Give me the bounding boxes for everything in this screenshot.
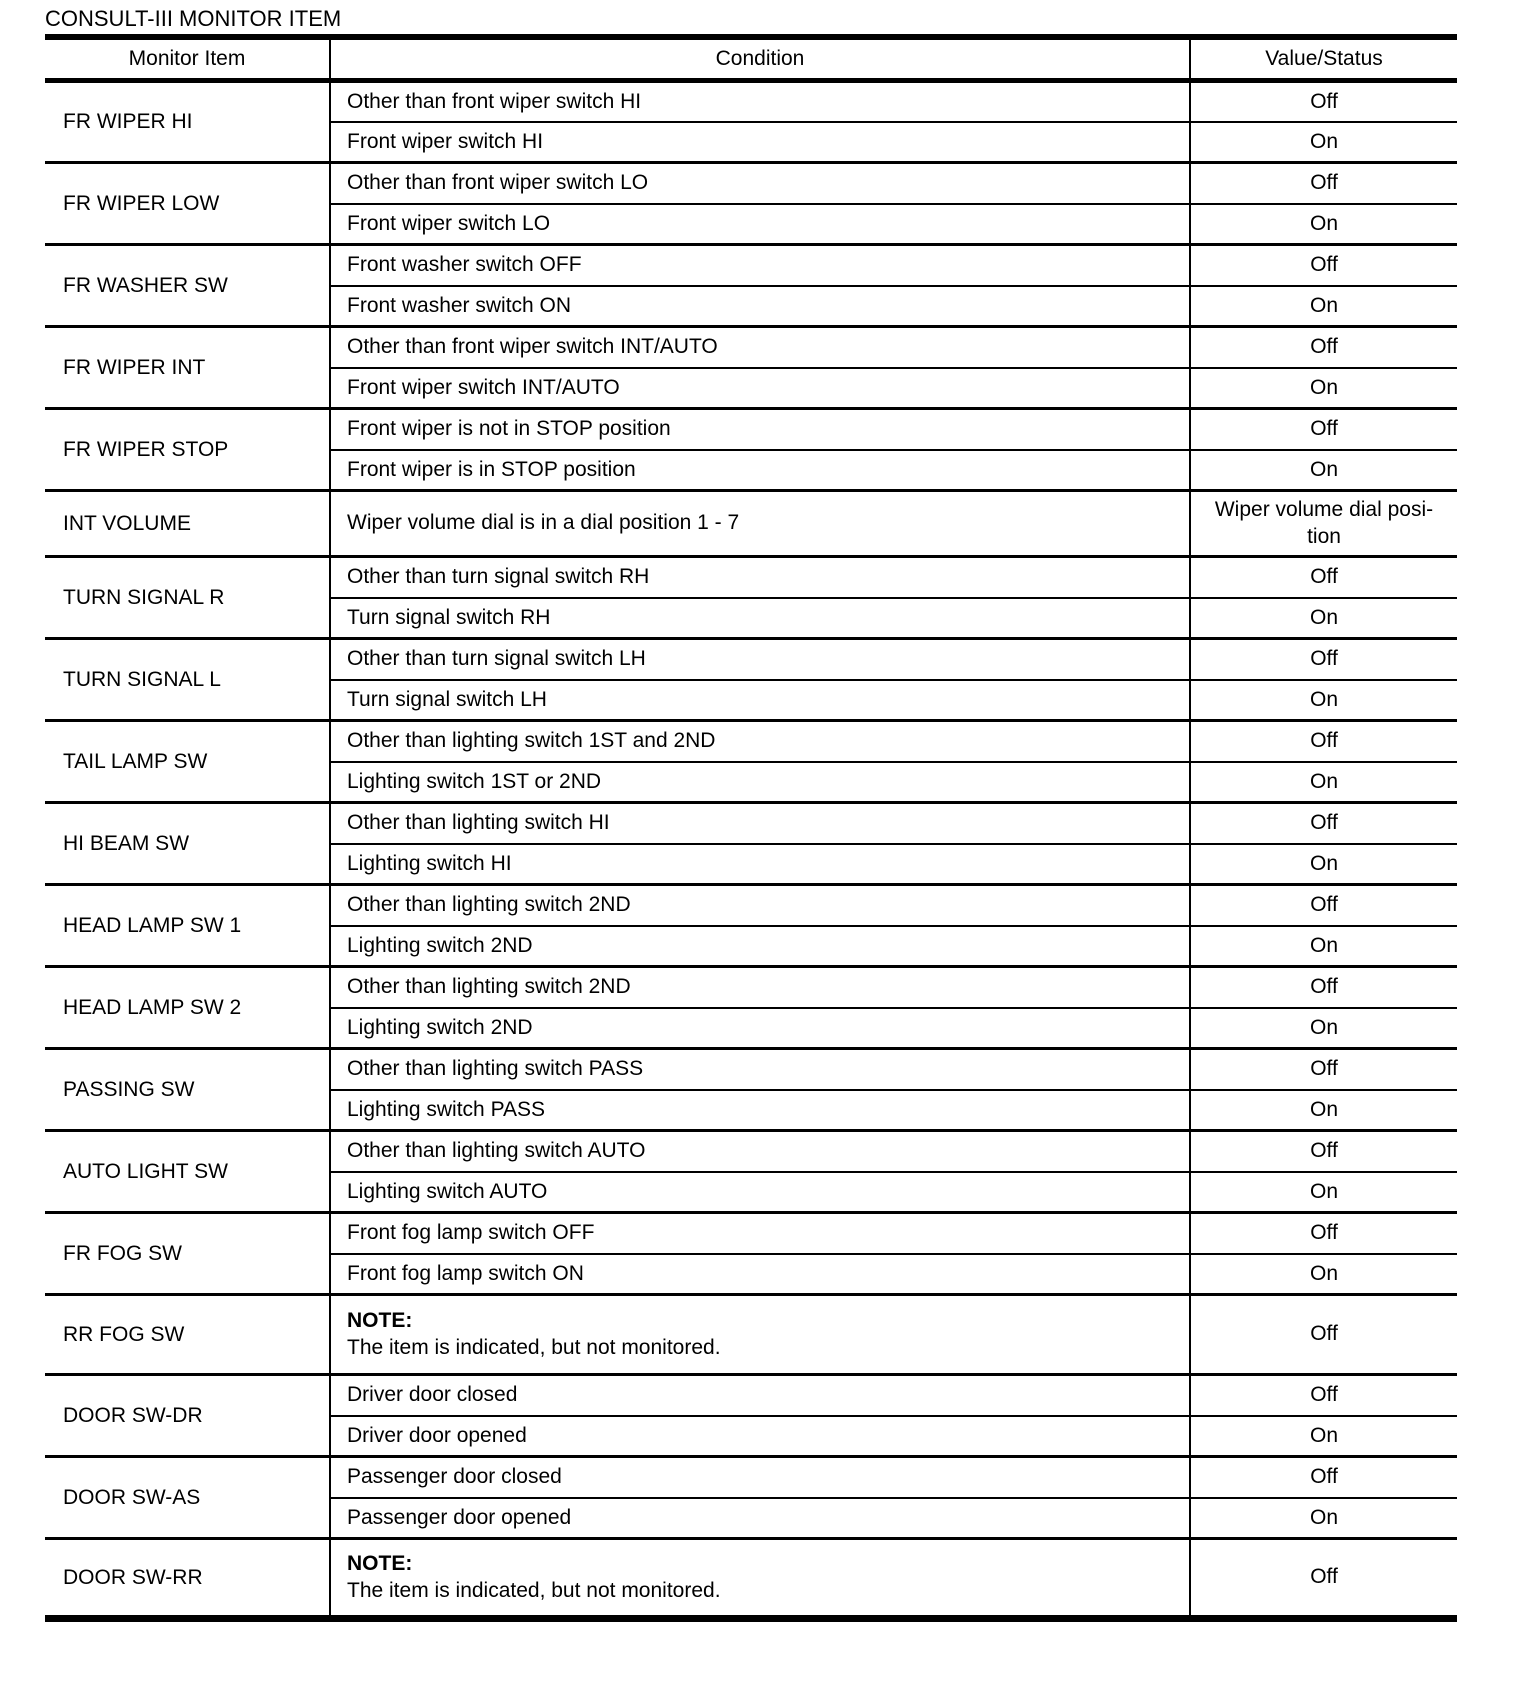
- value-cell: Off: [1190, 1295, 1457, 1375]
- condition-cell: Front wiper is not in STOP position: [330, 409, 1190, 450]
- monitor-item-table: [45, 34, 1457, 1622]
- value-cell: On: [1190, 450, 1457, 491]
- value-cell: On: [1190, 1090, 1457, 1131]
- condition-cell: Lighting switch 2ND: [330, 1008, 1190, 1049]
- monitor-item-cell: PASSING SW: [45, 1049, 330, 1131]
- column-header-monitor-item: Monitor Item: [45, 37, 330, 81]
- table-row: [45, 245, 1457, 286]
- condition-cell: Other than front wiper switch LO: [330, 163, 1190, 204]
- monitor-item-cell: HEAD LAMP SW 1: [45, 885, 330, 967]
- condition-cell: Front wiper is in STOP position: [330, 450, 1190, 491]
- table-row: [45, 557, 1457, 598]
- monitor-item-cell: FR WIPER INT: [45, 327, 330, 409]
- column-header-value-status: Value/Status: [1190, 37, 1457, 81]
- page-title: CONSULT-III MONITOR ITEM: [45, 6, 342, 31]
- condition-cell: Lighting switch 2ND: [330, 926, 1190, 967]
- condition-cell: Driver door opened: [330, 1416, 1190, 1457]
- monitor-item-cell: DOOR SW-RR: [45, 1539, 330, 1619]
- condition-cell: Turn signal switch RH: [330, 598, 1190, 639]
- value-cell: On: [1190, 680, 1457, 721]
- value-cell: On: [1190, 1416, 1457, 1457]
- condition-cell: Lighting switch PASS: [330, 1090, 1190, 1131]
- value-cell: Off: [1190, 163, 1457, 204]
- table-row: [45, 639, 1457, 680]
- condition-cell: Lighting switch 1ST or 2ND: [330, 762, 1190, 803]
- condition-cell: Front fog lamp switch OFF: [330, 1213, 1190, 1254]
- value-cell: Off: [1190, 557, 1457, 598]
- condition-cell: Front wiper switch HI: [330, 122, 1190, 163]
- condition-cell: Front fog lamp switch ON: [330, 1254, 1190, 1295]
- table-row: [45, 885, 1457, 926]
- monitor-item-cell: INT VOLUME: [45, 491, 330, 557]
- note-text: The item is indicated, but not monitored.: [347, 1335, 721, 1359]
- condition-cell: Lighting switch AUTO: [330, 1172, 1190, 1213]
- value-cell: Off: [1190, 967, 1457, 1008]
- monitor-item-cell: AUTO LIGHT SW: [45, 1131, 330, 1213]
- monitor-item-cell: TURN SIGNAL R: [45, 557, 330, 639]
- condition-cell: Other than turn signal switch RH: [330, 557, 1190, 598]
- value-cell: Off: [1190, 1049, 1457, 1090]
- table-row: [45, 1539, 1457, 1619]
- condition-cell: Front washer switch OFF: [330, 245, 1190, 286]
- value-cell: On: [1190, 926, 1457, 967]
- monitor-item-cell: TAIL LAMP SW: [45, 721, 330, 803]
- value-cell: Off: [1190, 721, 1457, 762]
- monitor-item-cell: DOOR SW-AS: [45, 1457, 330, 1539]
- condition-cell: Driver door closed: [330, 1375, 1190, 1416]
- value-cell: Off: [1190, 245, 1457, 286]
- table-row: [45, 1457, 1457, 1498]
- value-cell: Off: [1190, 1213, 1457, 1254]
- header-row: [45, 37, 1457, 81]
- condition-cell: Other than lighting switch PASS: [330, 1049, 1190, 1090]
- value-cell: On: [1190, 762, 1457, 803]
- condition-cell: Other than lighting switch 1ST and 2ND: [330, 721, 1190, 762]
- value-cell: Off: [1190, 639, 1457, 680]
- table-row: [45, 803, 1457, 844]
- monitor-item-cell: TURN SIGNAL L: [45, 639, 330, 721]
- monitor-item-cell: HEAD LAMP SW 2: [45, 967, 330, 1049]
- value-cell: On: [1190, 1498, 1457, 1539]
- table-row: [45, 721, 1457, 762]
- value-cell: Off: [1190, 803, 1457, 844]
- condition-cell: Passenger door opened: [330, 1498, 1190, 1539]
- condition-cell: Other than lighting switch 2ND: [330, 885, 1190, 926]
- table-body: [45, 81, 1457, 1619]
- table-row: [45, 1213, 1457, 1254]
- monitor-item-cell: FR WIPER LOW: [45, 163, 330, 245]
- value-cell: Off: [1190, 409, 1457, 450]
- condition-cell: Front washer switch ON: [330, 286, 1190, 327]
- column-header-condition: Condition: [330, 37, 1190, 81]
- condition-cell: Other than lighting switch 2ND: [330, 967, 1190, 1008]
- note-label: NOTE:: [347, 1552, 413, 1576]
- value-cell: Off: [1190, 1375, 1457, 1416]
- note-label: NOTE:: [347, 1309, 413, 1333]
- table-row: [45, 967, 1457, 1008]
- monitor-item-cell: FR WIPER STOP: [45, 409, 330, 491]
- value-cell: Off: [1190, 81, 1457, 122]
- condition-cell: [330, 1539, 1190, 1619]
- value-cell: On: [1190, 598, 1457, 639]
- condition-cell: [330, 1295, 1190, 1375]
- value-cell: On: [1190, 368, 1457, 409]
- table-row: [45, 491, 1457, 557]
- monitor-item-cell: FR WASHER SW: [45, 245, 330, 327]
- condition-cell: Front wiper switch INT/AUTO: [330, 368, 1190, 409]
- value-cell: On: [1190, 122, 1457, 163]
- table-row: [45, 1131, 1457, 1172]
- monitor-item-cell: DOOR SW-DR: [45, 1375, 330, 1457]
- table-row: [45, 409, 1457, 450]
- condition-cell: Other than lighting switch HI: [330, 803, 1190, 844]
- condition-cell: Turn signal switch LH: [330, 680, 1190, 721]
- monitor-item-cell: HI BEAM SW: [45, 803, 330, 885]
- condition-cell: Other than lighting switch AUTO: [330, 1131, 1190, 1172]
- value-cell: Off: [1190, 327, 1457, 368]
- value-cell: Off: [1190, 885, 1457, 926]
- value-cell: On: [1190, 204, 1457, 245]
- monitor-item-cell: FR FOG SW: [45, 1213, 330, 1295]
- table-row: [45, 1049, 1457, 1090]
- condition-cell: Wiper volume dial is in a dial position 1 - 7: [330, 491, 1190, 557]
- monitor-item-cell: FR WIPER HI: [45, 81, 330, 163]
- value-cell: Wiper volume dial position: [1190, 491, 1457, 557]
- condition-cell: Lighting switch HI: [330, 844, 1190, 885]
- value-cell: Off: [1190, 1539, 1457, 1619]
- value-cell: On: [1190, 1254, 1457, 1295]
- value-cell: On: [1190, 1008, 1457, 1049]
- value-cell: On: [1190, 286, 1457, 327]
- table-row: [45, 163, 1457, 204]
- manual-page: [45, 6, 1457, 1622]
- table-row: [45, 327, 1457, 368]
- condition-cell: Other than front wiper switch INT/AUTO: [330, 327, 1190, 368]
- condition-cell: Other than front wiper switch HI: [330, 81, 1190, 122]
- note-text: The item is indicated, but not monitored.: [347, 1578, 721, 1602]
- table-row: [45, 1295, 1457, 1375]
- condition-cell: Other than turn signal switch LH: [330, 639, 1190, 680]
- value-cell: On: [1190, 1172, 1457, 1213]
- value-cell: Off: [1190, 1457, 1457, 1498]
- table-row: [45, 1375, 1457, 1416]
- condition-cell: Front wiper switch LO: [330, 204, 1190, 245]
- value-cell: On: [1190, 844, 1457, 885]
- table-row: [45, 81, 1457, 122]
- monitor-item-cell: RR FOG SW: [45, 1295, 330, 1375]
- value-cell: Off: [1190, 1131, 1457, 1172]
- condition-cell: Passenger door closed: [330, 1457, 1190, 1498]
